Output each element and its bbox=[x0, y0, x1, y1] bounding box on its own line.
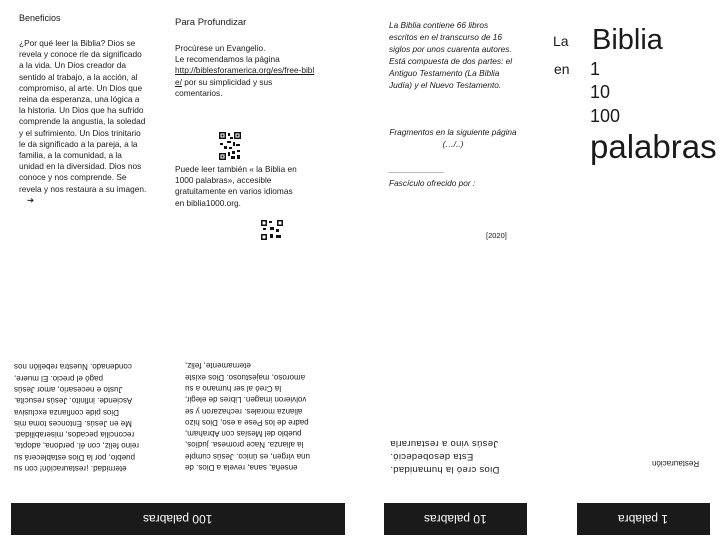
qr-code-icon bbox=[260, 219, 284, 241]
qr-code-icon bbox=[218, 131, 242, 161]
band-10-words bbox=[384, 503, 527, 535]
cover-title-palabras: palabras bbox=[590, 128, 717, 165]
band-1-word bbox=[577, 503, 710, 535]
band-1-word-label: 1 palabra bbox=[618, 512, 669, 526]
band-10-words-label: 10 palabras bbox=[424, 512, 487, 526]
arrow-right-icon: ➔ bbox=[27, 194, 34, 205]
summary-line-3: Jesús vino a restaurarla bbox=[390, 438, 499, 449]
deepen-line-3: por su simplicidad y sus comentarios. bbox=[175, 76, 273, 98]
bible-intro-text: La Biblia contiene 66 libros escritos en el transcurso de 16 siglos por unos cuarenta autores. Está compuesta de dos partes: el Antiguo Testamento (La Biblia Judía) y el Nuevo Testamento. bbox=[389, 20, 513, 90]
year-label: [2020] bbox=[486, 231, 507, 240]
deepen-line-1: Procúrese un Evangelio. bbox=[175, 43, 266, 53]
summary-line-2: Esta desobedeció. bbox=[390, 451, 474, 462]
benefits-heading: Beneficios bbox=[19, 13, 61, 23]
benefits-body bbox=[19, 38, 147, 206]
cover-title-biblia: Biblia bbox=[592, 24, 663, 56]
creation-text-upside-down: enseña, sana, revela a Dios. de una virgen, es único. Jesús cumple la alianza. Nace promesa. judíos, pueblo del Mesías con Abraham, padre de los Pese a eso, Dios hizo alianza morales. rechazaron y se volvieron imagen. Libres de elegir, la Creó al ser humano a su amoroso, majestuoso. Dios existe eternamente, feliz, bbox=[185, 361, 310, 472]
deepen-line-2: Le recomendamos la página bbox=[175, 54, 280, 65]
bibles-for-america-link[interactable]: http://biblesforamerica.org/es/free-bible/ bbox=[175, 65, 315, 87]
band-100-words-label: 100 palabras bbox=[143, 512, 213, 526]
benefits-text: ¿Por qué leer la Biblia? Dios se revela y conoce rle da significado a la vida. Un Dios creador da sentido al trabajo, a la acción, al compromiso, al arte. Un Dios que reina da esperanza, una lógica a la historia. Un Dios que ha sufrido comprende la angustia, la soledad y el sufrimiento. Un Dios trinitario le da significado a la pareja, a la familia, a la comunidad, a la unidad en la diversidad. Dios nos conoce y nos comprende. Se revela y nos restaura a su imagen. bbox=[19, 38, 147, 194]
deepen-heading: Para Profundizar bbox=[175, 17, 247, 28]
cover-word-en: en bbox=[554, 61, 570, 77]
see-also-text: Puede leer también « la Biblia en 1000 palabras», accesible gratuitamente en varios idiomas en biblia1000.org. bbox=[175, 164, 297, 208]
cover-word-la: La bbox=[553, 33, 569, 49]
summary-text-upside-down bbox=[390, 430, 522, 476]
offered-by-label: Fascículo ofrecido por : bbox=[389, 178, 476, 188]
cover-number-1: 1 bbox=[590, 59, 601, 79]
cover-number-100: 100 bbox=[590, 106, 621, 126]
separator-rule: ____________ bbox=[389, 164, 445, 174]
restoration-label-upside-down: Restauración bbox=[652, 459, 700, 468]
band-100-words bbox=[11, 503, 345, 535]
fragments-note: Fragmentos en la siguiente página (…/..) bbox=[389, 127, 517, 149]
cover-number-10: 10 bbox=[590, 82, 611, 102]
restoration-text-upside-down: eternidad. ¡restauración! con su pueblo, por la Dios establecerá su reino feliz, con él. perdona, adopta, reconcilia pecados, miserabilidad. Me en Jesús. Entonces toma mis Dios pide confianza exclusiva Asciende. infinito. Jesús resucita. Justo e necesario, amor Jesús pagó el precio. El muere, condenado. Nuestra rebelión nos bbox=[14, 362, 139, 473]
deepen-body bbox=[175, 43, 315, 99]
summary-line-1: Dios creó la humanidad. bbox=[390, 464, 500, 475]
